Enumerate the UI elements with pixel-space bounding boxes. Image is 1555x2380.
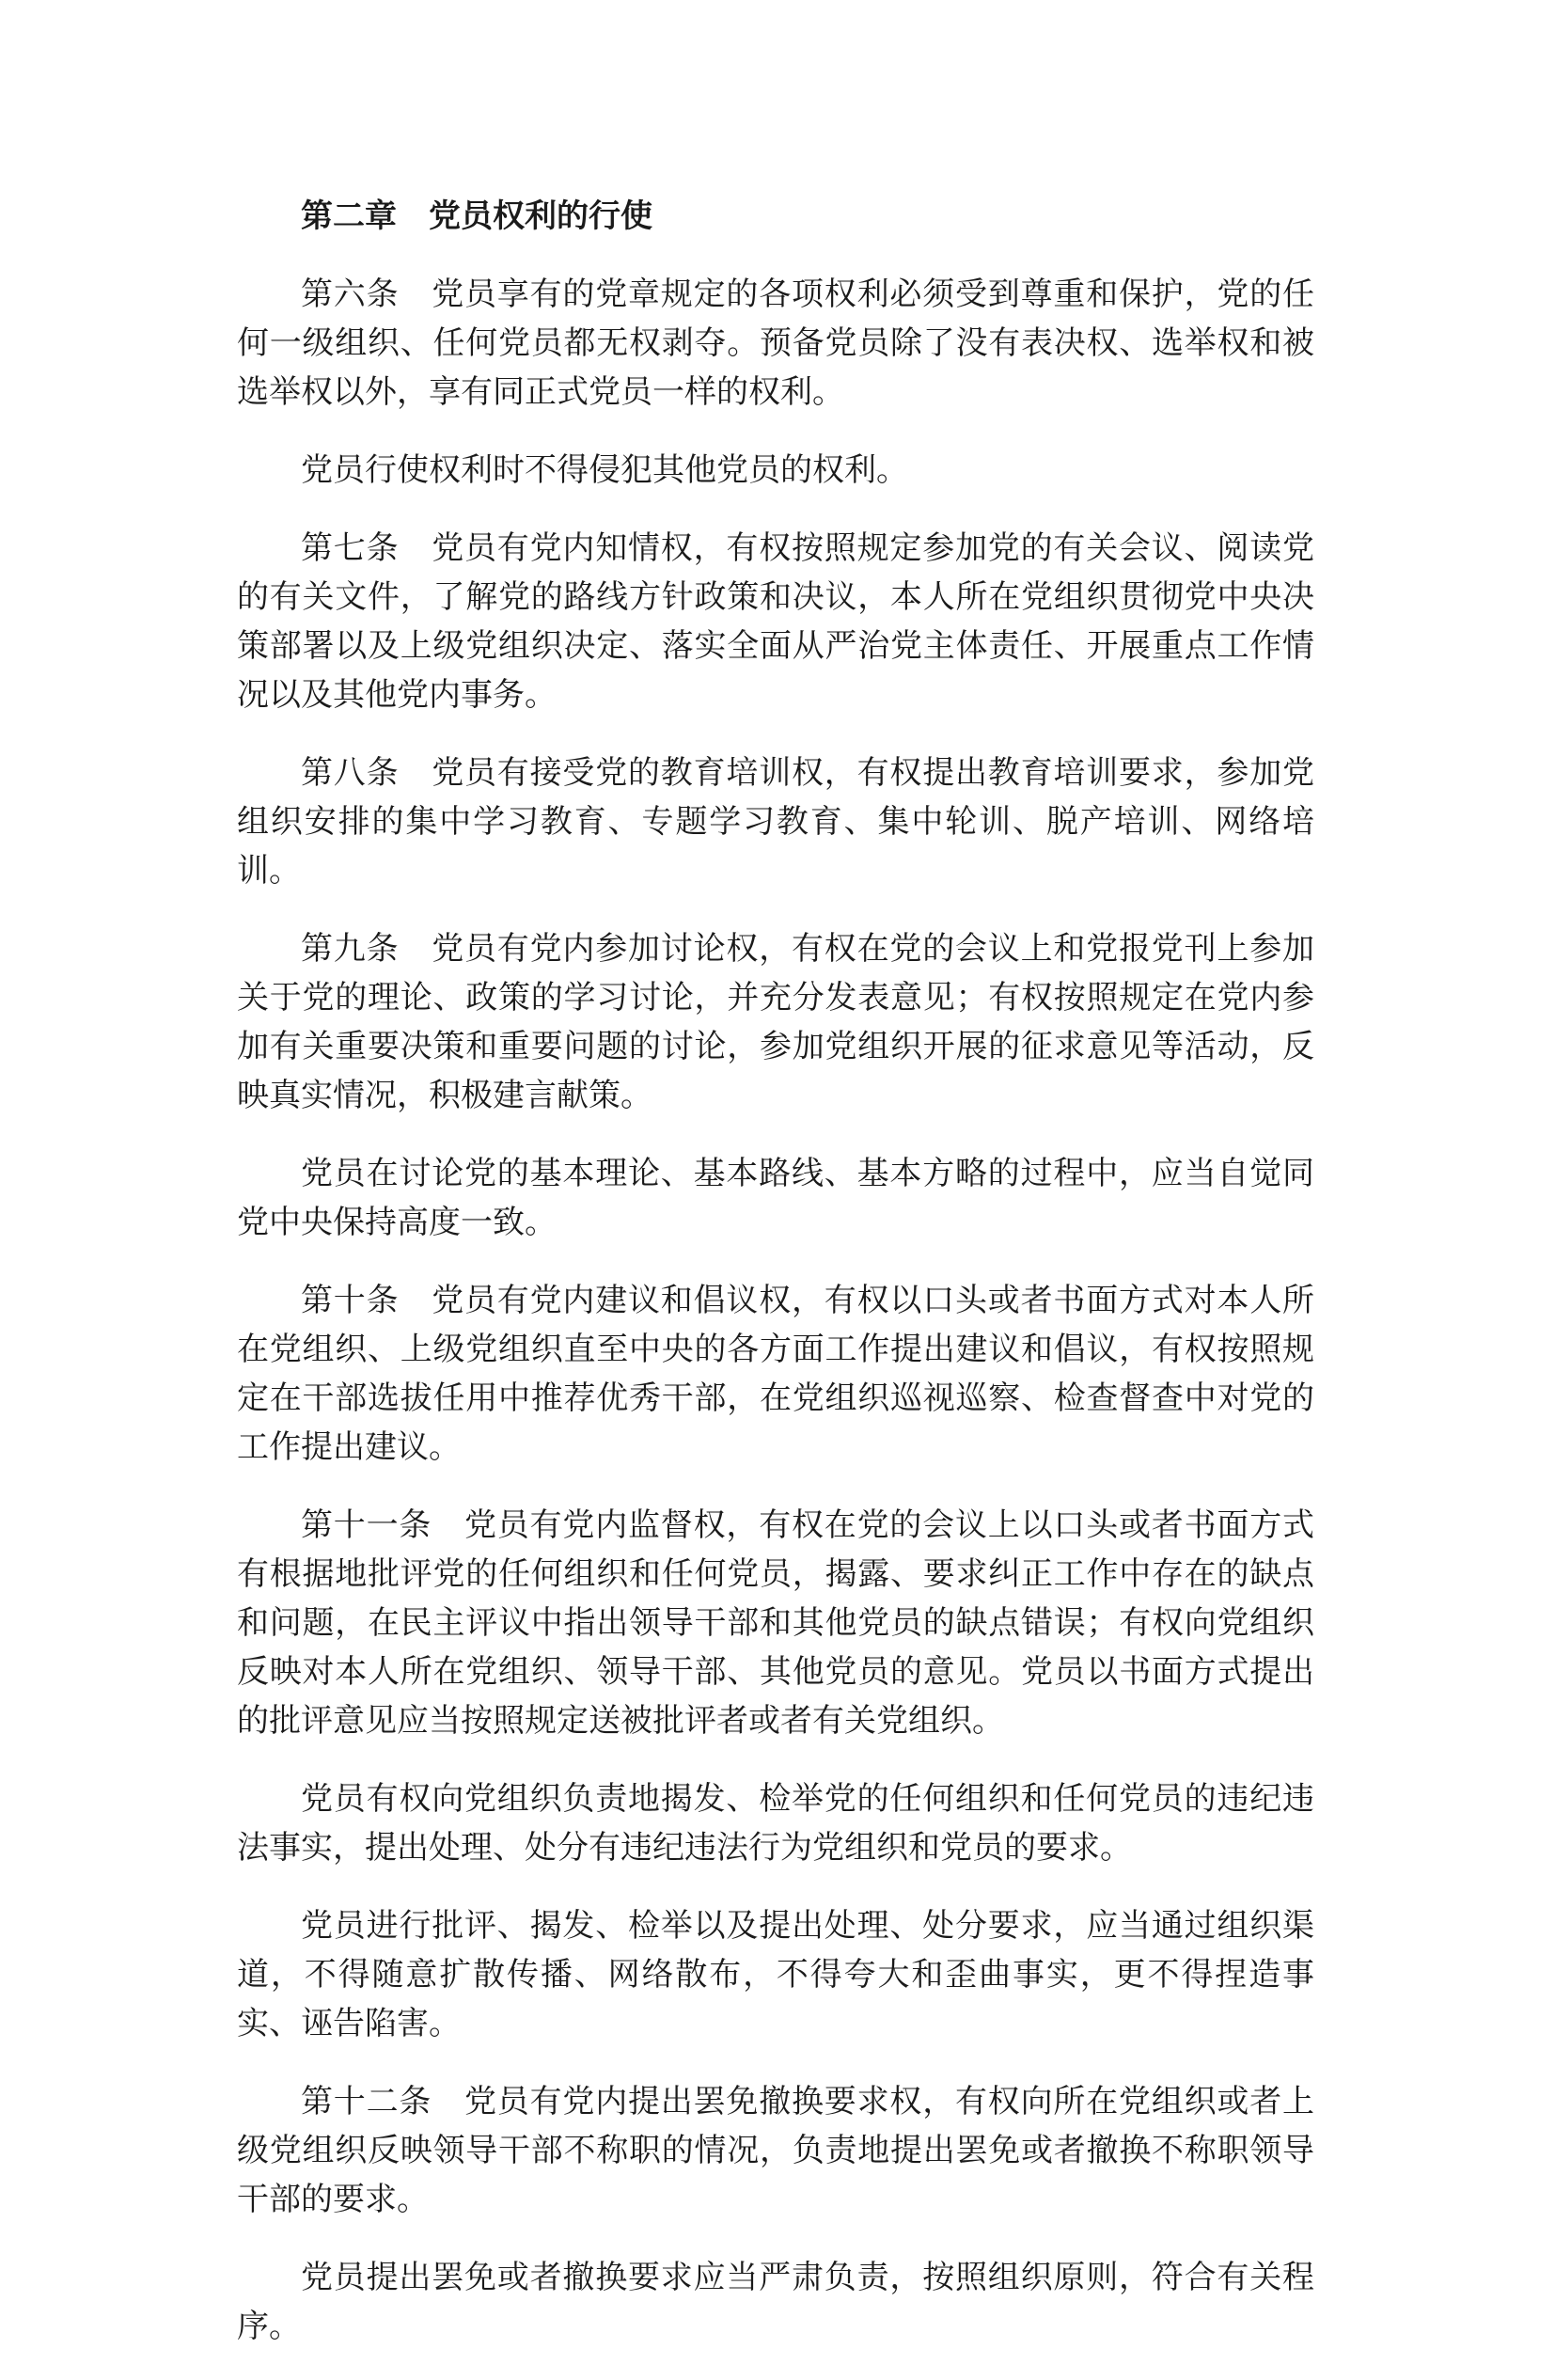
chapter-title: 第二章 党员权利的行使 [301,197,652,235]
paragraph-article-11-report: 党员有权向党组织负责地揭发、检举党的任何组织和任何党员的违纪违法事实，提出处理、处分有违纪违法行为党组织和党员的要求。 [237,1780,1314,1867]
paragraph-article-12-note: 党员提出罢免或者撤换要求应当严肃负责，按照组织原则，符合有关程序。 [237,2259,1314,2345]
paragraph-article-11-procedure: 党员进行批评、揭发、检举以及提出处理、处分要求，应当通过组织渠道，不得随意扩散传播、网络散布，不得夸大和歪曲事实，更不得捏造事实、诬告陷害。 [237,1907,1314,2042]
paragraph-article-7: 第七条 党员有党内知情权，有权按照规定参加党的有关会议、阅读党的有关文件，了解党的路线方针政策和决议，本人所在党组织贯彻党中央决策部署以及上级党组织决定、落实全面从严治党主体责任、开展重点工作情况以及其他党内事务。 [237,529,1314,714]
paragraph-article-9-note: 党员在讨论党的基本理论、基本路线、基本方略的过程中，应当自觉同党中央保持高度一致。 [237,1155,1314,1241]
paragraph-article-12: 第十二条 党员有党内提出罢免撤换要求权，有权向所在党组织或者上级党组织反映领导干部不称职的情况，负责地提出罢免或者撤换不称职领导干部的要求。 [237,2083,1314,2218]
paragraph-article-9: 第九条 党员有党内参加讨论权，有权在党的会议上和党报党刊上参加关于党的理论、政策的学习讨论，并充分发表意见；有权按照规定在党内参加有关重要决策和重要问题的讨论，参加党组织开展的征求意见等活动，反映真实情况，积极建言献策。 [237,930,1314,1114]
paragraph-article-6-note: 党员行使权利时不得侵犯其他党员的权利。 [301,451,908,489]
document-body [237,192,1314,2380]
paragraph-article-10: 第十条 党员有党内建议和倡议权，有权以口头或者书面方式对本人所在党组织、上级党组织直至中央的各方面工作提出建议和倡议，有权按照规定在干部选拔任用中推荐优秀干部，在党组织巡视巡察、检查督查中对党的工作提出建议。 [237,1282,1314,1466]
paragraph-article-8: 第八条 党员有接受党的教育培训权，有权提出教育培训要求，参加党组织安排的集中学习教育、专题学习教育、集中轮训、脱产培训、网络培训。 [237,754,1314,890]
paragraph-article-6: 第六条 党员享有的党章规定的各项权利必须受到尊重和保护，党的任何一级组织、任何党员都无权剥夺。预备党员除了没有表决权、选举权和被选举权以外，享有同正式党员一样的权利。 [237,276,1314,411]
paragraph-article-11: 第十一条 党员有党内监督权，有权在党的会议上以口头或者书面方式有根据地批评党的任何组织和任何党员，揭露、要求纠正工作中存在的缺点和问题，在民主评议中指出领导干部和其他党员的缺点错误；有权向党组织反映对本人所在党组织、领导干部、其他党员的意见。党员以书面方式提出的批评意见应当按照规定送被批评者或者有关党组织。 [237,1506,1314,1740]
